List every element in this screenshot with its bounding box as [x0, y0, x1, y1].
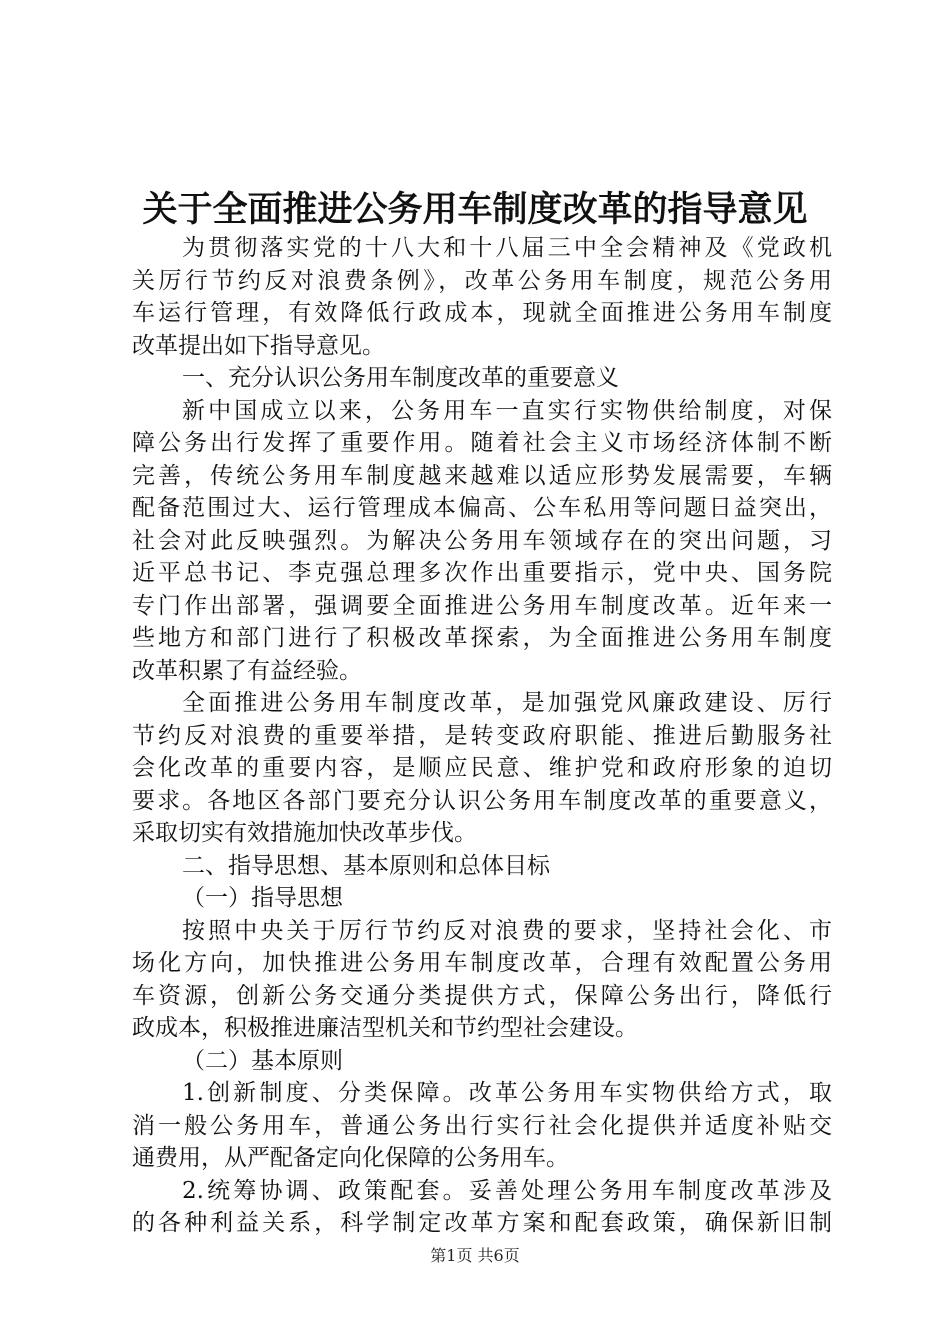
- body-line: 2.统筹协调、政策配套。妥善处理公务用车制度改革涉及: [182, 1177, 832, 1204]
- body-line: 全面推进公务用车制度改革，是加强党风廉政建设、厉行: [182, 690, 832, 716]
- body-line: 些地方和部门进行了积极改革探索，为全面推进公务用车制度: [132, 625, 832, 651]
- body-line: 改革提出如下指导意见。: [132, 332, 385, 359]
- body-line: 社会对此反映强烈。为解决公务用车领域存在的突出问题，习: [132, 527, 832, 554]
- body-line: 通费用，从严配备定向化保障的公务用车。: [132, 1145, 569, 1171]
- document-title: 关于全面推进公务用车制度改革的指导意见: [142, 189, 808, 230]
- body-line: 车运行管理，有效降低行政成本，现就全面推进公务用车制度: [132, 300, 832, 326]
- body-line: （二）基本原则: [182, 1047, 343, 1074]
- body-line: 1.创新制度、分类保障。改革公务用车实物供给方式，取: [182, 1080, 832, 1106]
- body-line: 采取切实有效措施加快改革步伐。: [132, 820, 477, 846]
- body-line: 一、充分认识公务用车制度改革的重要意义: [182, 365, 619, 391]
- body-line: 障公务出行发挥了重要作用。随着社会主义市场经济体制不断: [132, 430, 832, 456]
- body-line: 新中国成立以来，公务用车一直实行实物供给制度，对保: [182, 397, 832, 424]
- body-line: 政成本，积极推进廉洁型机关和节约型社会建设。: [132, 1015, 638, 1041]
- body-line: 关厉行节约反对浪费条例》，改革公务用车制度，规范公务用: [132, 267, 832, 294]
- document-body: [132, 232, 832, 1240]
- body-line: 二、指导思想、基本原则和总体目标: [182, 852, 550, 879]
- body-line: 按照中央关于厉行节约反对浪费的要求，坚持社会化、市: [182, 917, 832, 944]
- body-line: 近平总书记、李克强总理多次作出重要指示，党中央、国务院: [132, 560, 832, 586]
- body-line: （一）指导思想: [182, 885, 343, 911]
- body-line: 消一般公务用车，普通公务出行实行社会化提供并适度补贴交: [132, 1112, 832, 1139]
- body-line: 场化方向，加快推进公务用车制度改革，合理有效配置公务用: [132, 950, 832, 976]
- body-line: 车资源，创新公务交通分类提供方式，保障公务出行，降低行: [132, 982, 832, 1009]
- body-line: 为贯彻落实党的十八大和十八届三中全会精神及《党政机: [182, 235, 832, 261]
- body-line: 改革积累了有益经验。: [132, 657, 362, 684]
- body-line: 要求。各地区各部门要充分认识公务用车制度改革的重要意义，: [132, 787, 832, 814]
- page-footer: 第1页 共6页: [430, 1246, 520, 1265]
- body-line: 完善，传统公务用车制度越来越难以适应形势发展需要，车辆: [132, 462, 832, 489]
- body-line: 配备范围过大、运行管理成本偏高、公车私用等问题日益突出，: [132, 495, 832, 521]
- body-line: 专门作出部署，强调要全面推进公务用车制度改革。近年来一: [132, 592, 832, 619]
- body-line: 节约反对浪费的重要举措，是转变政府职能、推进后勤服务社: [132, 722, 832, 749]
- body-line: 会化改革的重要内容，是顺应民意、维护党和政府形象的迫切: [132, 755, 832, 781]
- body-line: 的各种利益关系，科学制定改革方案和配套政策，确保新旧制: [132, 1210, 832, 1236]
